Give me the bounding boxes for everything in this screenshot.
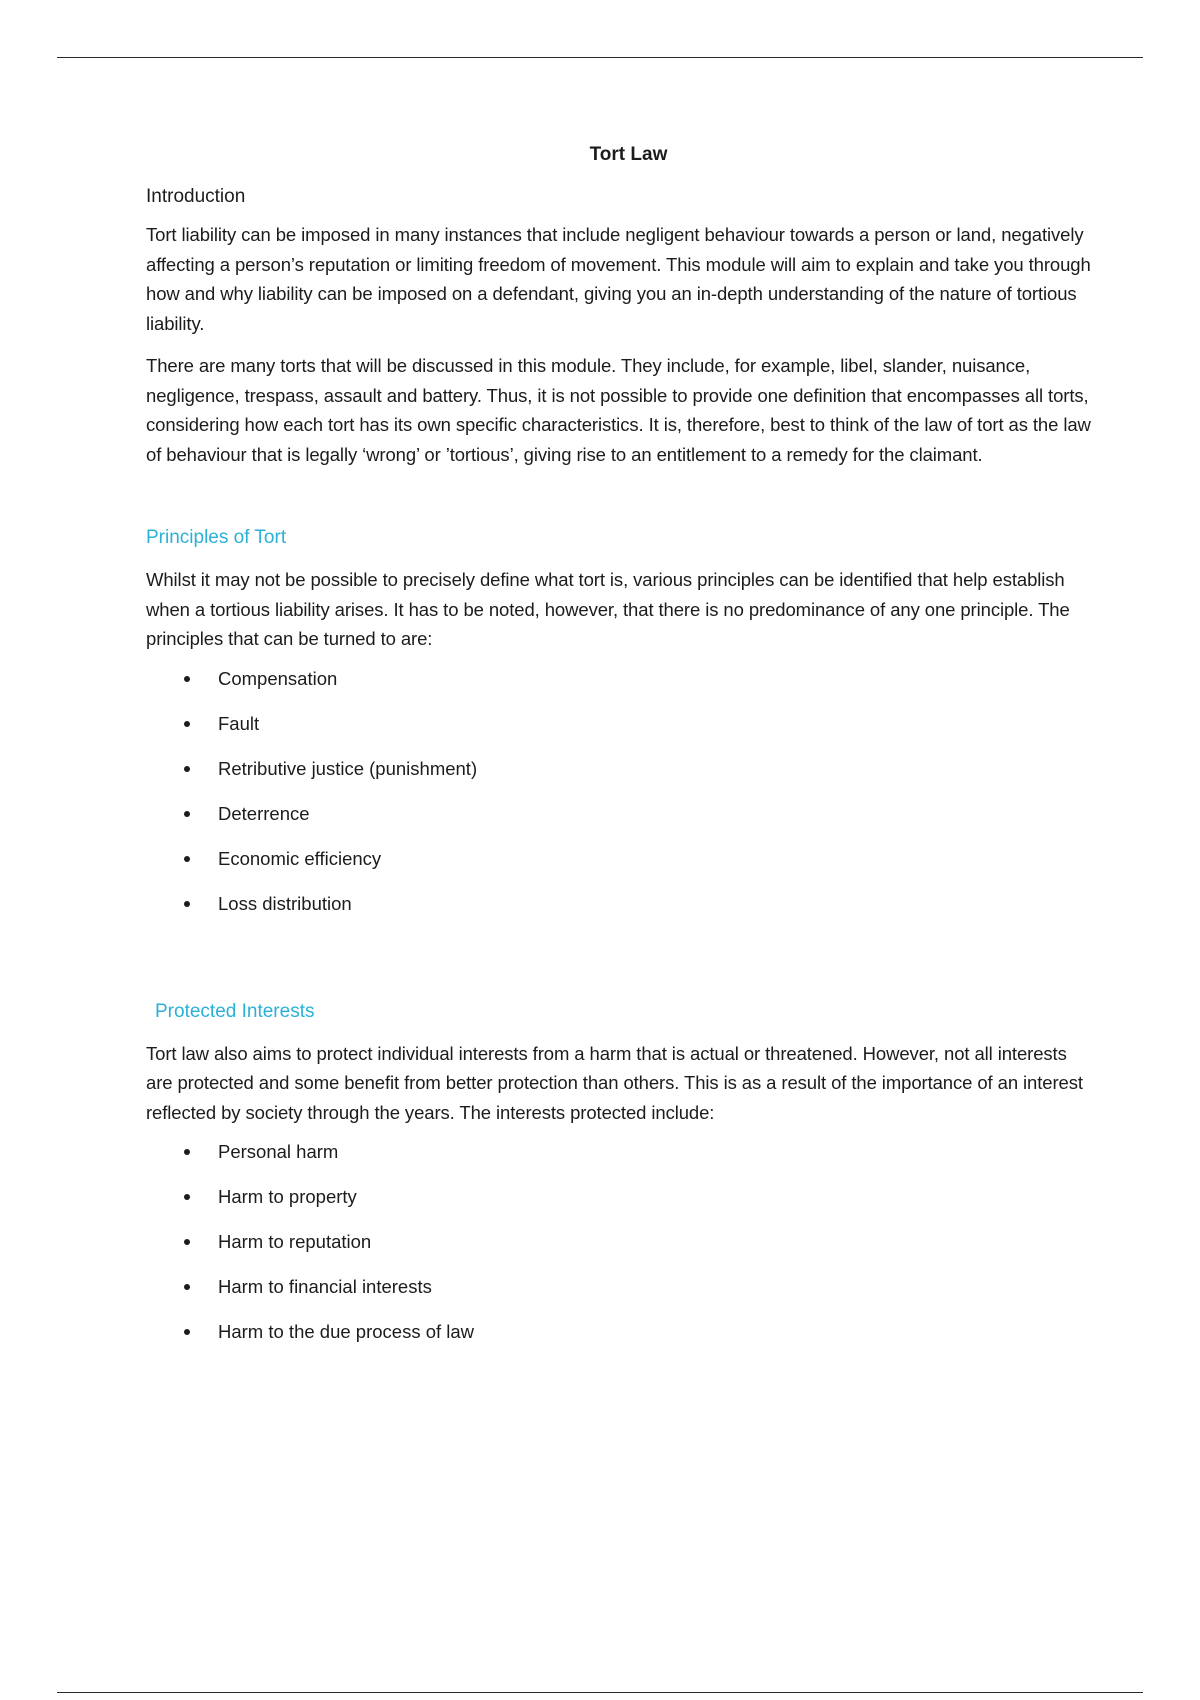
list-item xyxy=(146,712,1091,757)
list-item xyxy=(146,757,1091,802)
bullet-icon xyxy=(184,676,190,682)
principles-heading: Principles of Tort xyxy=(146,527,287,548)
protected-interests-heading: Protected Interests xyxy=(155,1000,315,1022)
document-page xyxy=(146,144,1091,1365)
principles-paragraph: Whilst it may not be possible to precisely define what tort is, various principles can be identified that help establish when a tortious liability arises. It has to be noted, however, that there is no predominance of any one principle. The principles that can be turned to are: xyxy=(146,569,1070,649)
header-rule xyxy=(57,57,1143,58)
protected-interests-paragraph: Tort law also aims to protect individual interests from a harm that is actual or threatened. However, not all interests are protected and some benefit from better protection than others. This is as a result of the importance of an interest reflected by society through the years. The interests protected include: xyxy=(146,1042,1083,1123)
list-item xyxy=(146,1230,1091,1275)
list-item-label: Deterrence xyxy=(218,802,310,824)
list-item-label: Fault xyxy=(218,712,260,734)
list-item-label: Harm to property xyxy=(218,1186,357,1207)
intro-paragraph-1: Tort liability can be imposed in many instances that include negligent behaviour towards a person or land, negatively affecting a person’s reputation or limiting freedom of movement. This module will aim to explain and take you through how and why liability can be imposed on a defendant, giving you an in-depth understanding of the nature of tortious liability. xyxy=(146,224,1091,334)
bullet-icon xyxy=(184,856,190,862)
document-title: Tort Law xyxy=(589,144,668,165)
bullet-icon xyxy=(184,1284,190,1290)
intro-paragraph-2: There are many torts that will be discussed in this module. They include, for example, libel, slander, nuisance, negligence, trespass, assault and battery. Thus, it is not possible to provide one definition that encompasses all torts, considering how each tort has its own specific characteristics. It is, therefore, best to think of the law of tort as the law of behaviour that is legally ‘wrong’ or ’tortious’, giving rise to an entitlement to a remedy for the claimant. xyxy=(146,355,1091,465)
bullet-icon xyxy=(184,811,190,817)
list-item-label: Personal harm xyxy=(218,1141,339,1162)
list-item xyxy=(146,1275,1091,1320)
bullet-icon xyxy=(184,1149,190,1155)
footer-rule xyxy=(57,1692,1143,1693)
bullet-icon xyxy=(184,721,190,727)
list-item-label: Economic efficiency xyxy=(218,847,382,869)
list-item xyxy=(146,1320,1091,1365)
list-item-label: Retributive justice (punishment) xyxy=(218,757,478,779)
bullet-icon xyxy=(184,901,190,907)
principles-list xyxy=(146,667,1091,937)
list-item xyxy=(146,1185,1091,1230)
list-item-label: Harm to the due process of law xyxy=(218,1321,475,1342)
list-item xyxy=(146,667,1091,712)
list-item-label: Loss distribution xyxy=(218,892,352,914)
list-item xyxy=(146,847,1091,892)
bullet-icon xyxy=(184,1239,190,1245)
list-item-label: Harm to financial interests xyxy=(218,1276,432,1297)
list-item-label: Harm to reputation xyxy=(218,1231,372,1252)
list-item xyxy=(146,1140,1091,1185)
list-item xyxy=(146,802,1091,847)
bullet-icon xyxy=(184,766,190,772)
bullet-icon xyxy=(184,1194,190,1200)
list-item xyxy=(146,892,1091,937)
protected-interests-list xyxy=(146,1140,1091,1365)
bullet-icon xyxy=(184,1329,190,1335)
introduction-label: Introduction xyxy=(146,186,246,207)
list-item-label: Compensation xyxy=(218,667,338,689)
